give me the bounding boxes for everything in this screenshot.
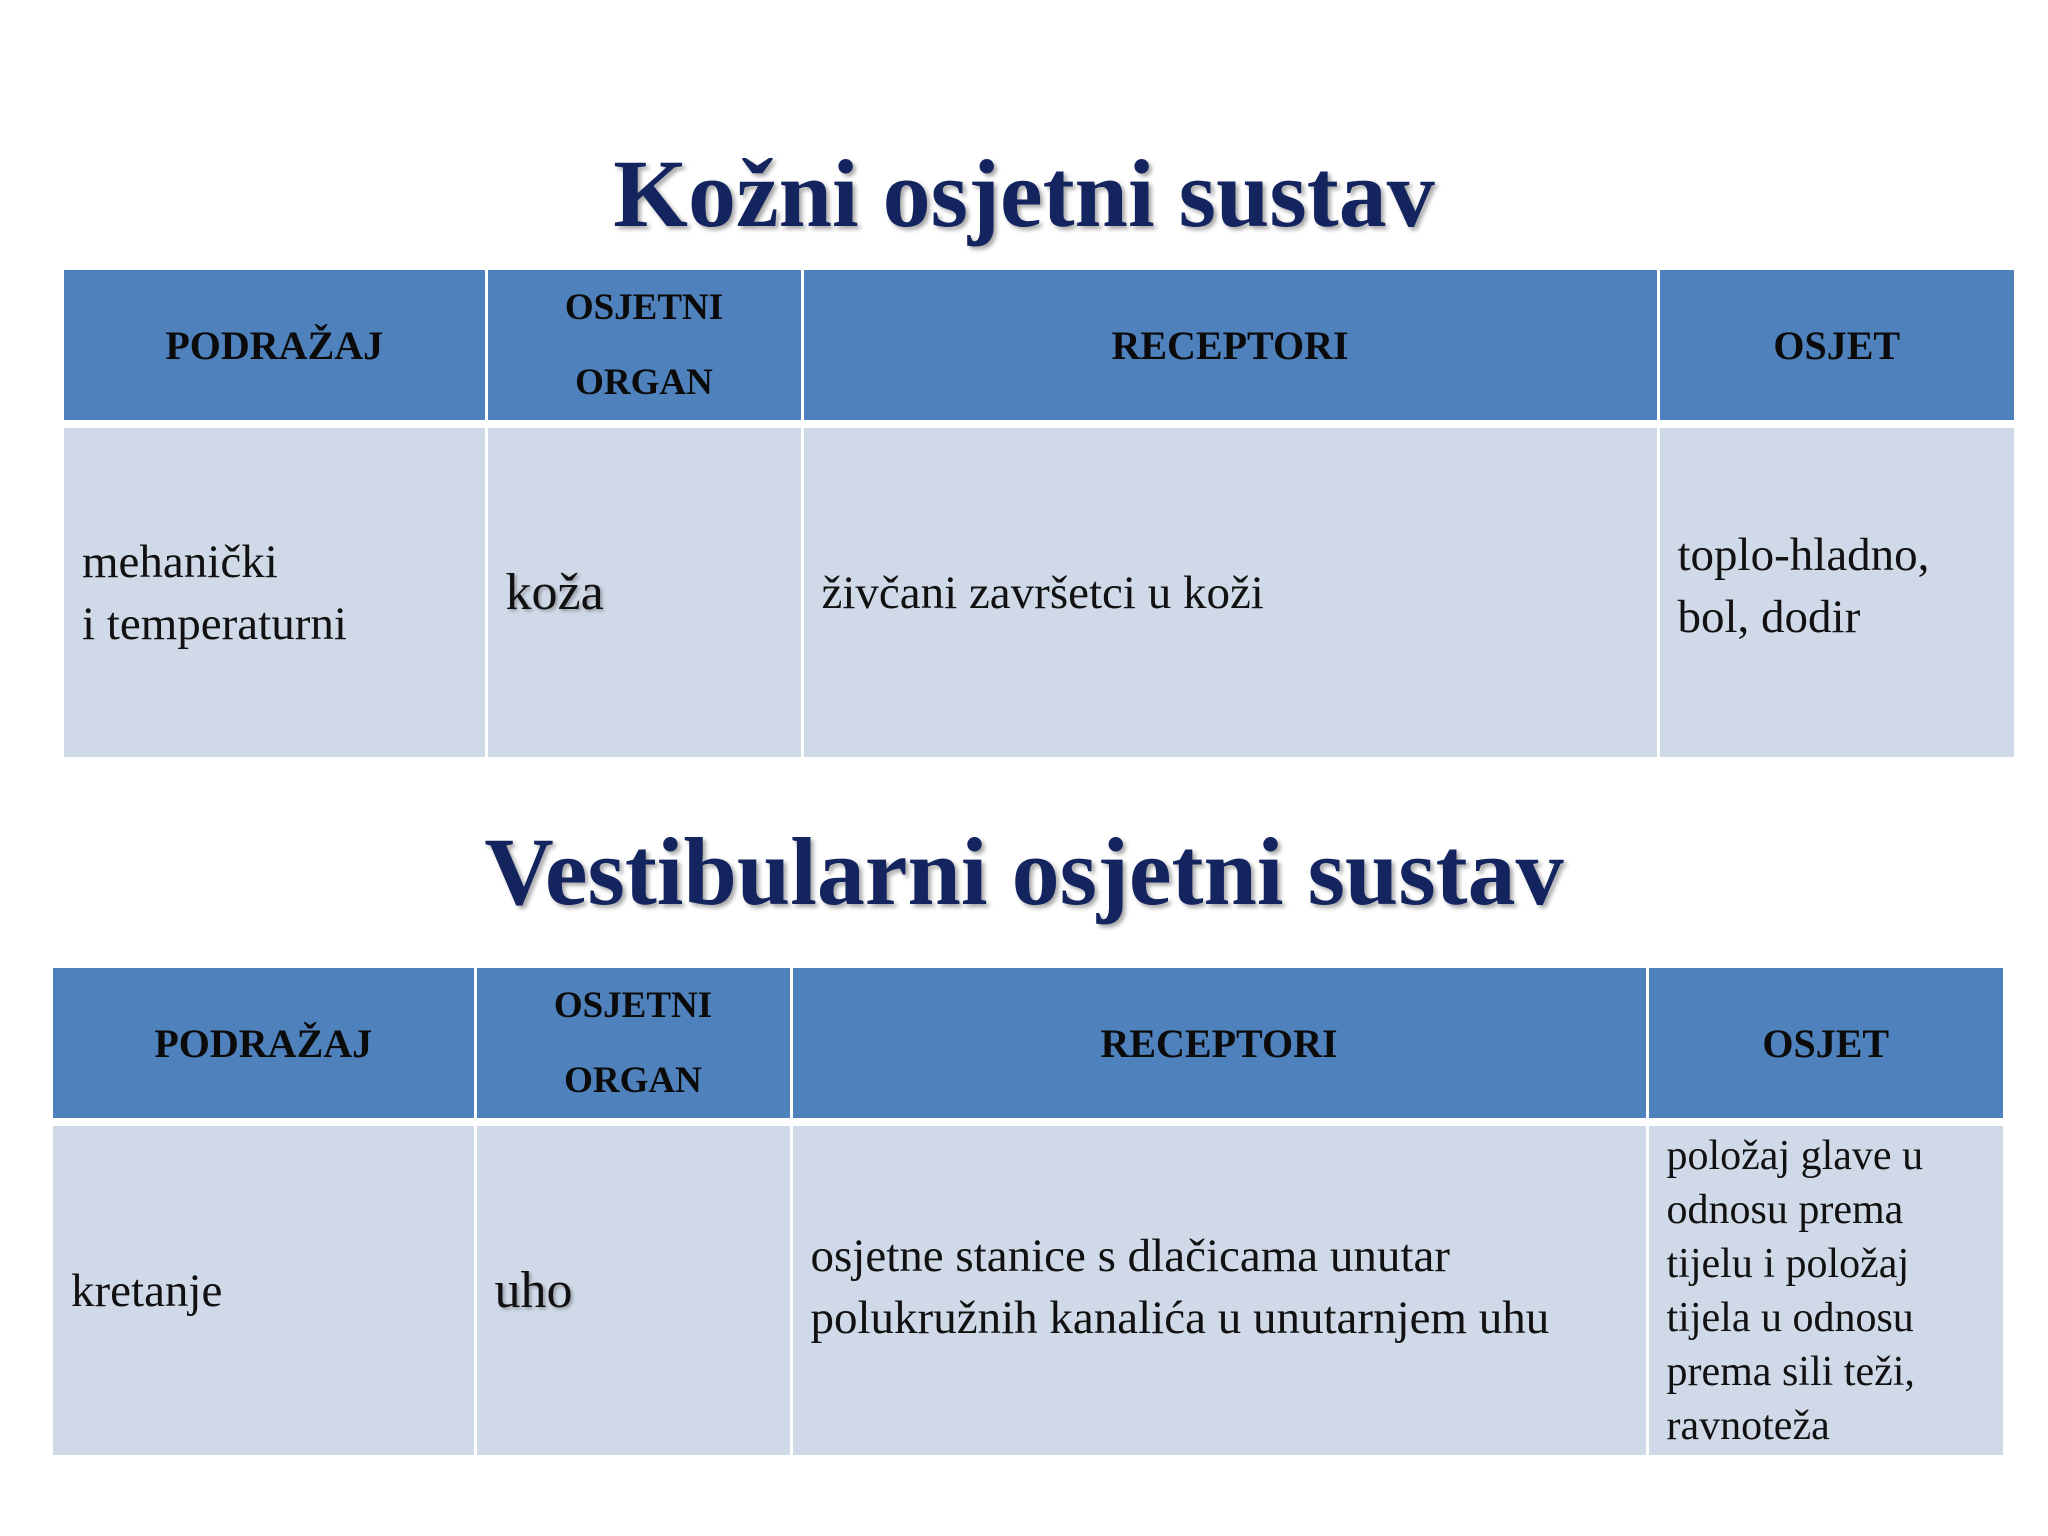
receptori-line1: osjetne stanice s dlačicama unutar bbox=[810, 1229, 1450, 1282]
skin-sense-table bbox=[64, 270, 2014, 757]
receptori-line2: polukružnih kanalića u unutarnjem uhu bbox=[810, 1291, 1550, 1344]
header-organ-line2: ORGAN bbox=[575, 362, 713, 403]
cell-receptori bbox=[791, 1122, 1647, 1455]
header-organ-line1: OSJETNI bbox=[564, 287, 724, 328]
table-header-row bbox=[53, 968, 2003, 1122]
organ-value: uho bbox=[494, 1261, 573, 1319]
header-podrazaj: PODRAŽAJ bbox=[64, 270, 486, 424]
header-receptori: RECEPTORI bbox=[791, 968, 1647, 1122]
header-podrazaj: PODRAŽAJ bbox=[53, 968, 475, 1122]
header-receptori: RECEPTORI bbox=[802, 270, 1658, 424]
header-organ-line1: OSJETNI bbox=[553, 985, 713, 1026]
slide-title-skin: Kožni osjetni sustav bbox=[613, 140, 1435, 247]
table-row bbox=[53, 1122, 2003, 1455]
osjet-line: prema sili teži, bbox=[1666, 1348, 1915, 1395]
osjet-line: tijela u odnosu bbox=[1666, 1294, 1914, 1341]
organ-value: koža bbox=[505, 563, 604, 621]
podrazaj-line1: mehanički bbox=[82, 535, 278, 588]
cell-osjet bbox=[1647, 1122, 2003, 1455]
cell-osjet bbox=[1658, 424, 2014, 757]
table-row bbox=[64, 424, 2014, 757]
cell-podrazaj bbox=[53, 1122, 475, 1455]
podrazaj-line2: i temperaturni bbox=[82, 597, 347, 650]
osjet-line: položaj glave u bbox=[1666, 1132, 1924, 1179]
header-osjetni-organ bbox=[475, 968, 791, 1122]
header-osjetni-organ bbox=[486, 270, 802, 424]
header-osjet: OSJET bbox=[1647, 968, 2003, 1122]
cell-podrazaj bbox=[64, 424, 486, 757]
vestibular-sense-table bbox=[53, 968, 2003, 1455]
header-osjet: OSJET bbox=[1658, 270, 2014, 424]
cell-organ bbox=[475, 1122, 791, 1455]
slide-title-vestibular: Vestibularni osjetni sustav bbox=[484, 818, 1564, 925]
header-organ-line2: ORGAN bbox=[564, 1060, 702, 1101]
osjet-line2: bol, dodir bbox=[1677, 590, 1861, 643]
cell-receptori bbox=[802, 424, 1658, 757]
receptori-value: živčani završetci u koži bbox=[821, 566, 1264, 619]
table-header-row bbox=[64, 270, 2014, 424]
osjet-line: ravnoteža bbox=[1666, 1402, 1830, 1449]
osjet-line: tijelu i položaj bbox=[1666, 1240, 1910, 1287]
podrazaj-value: kretanje bbox=[71, 1264, 223, 1317]
osjet-line1: toplo-hladno, bbox=[1677, 528, 1930, 581]
osjet-line: odnosu prema bbox=[1666, 1186, 1904, 1233]
cell-organ bbox=[486, 424, 802, 757]
